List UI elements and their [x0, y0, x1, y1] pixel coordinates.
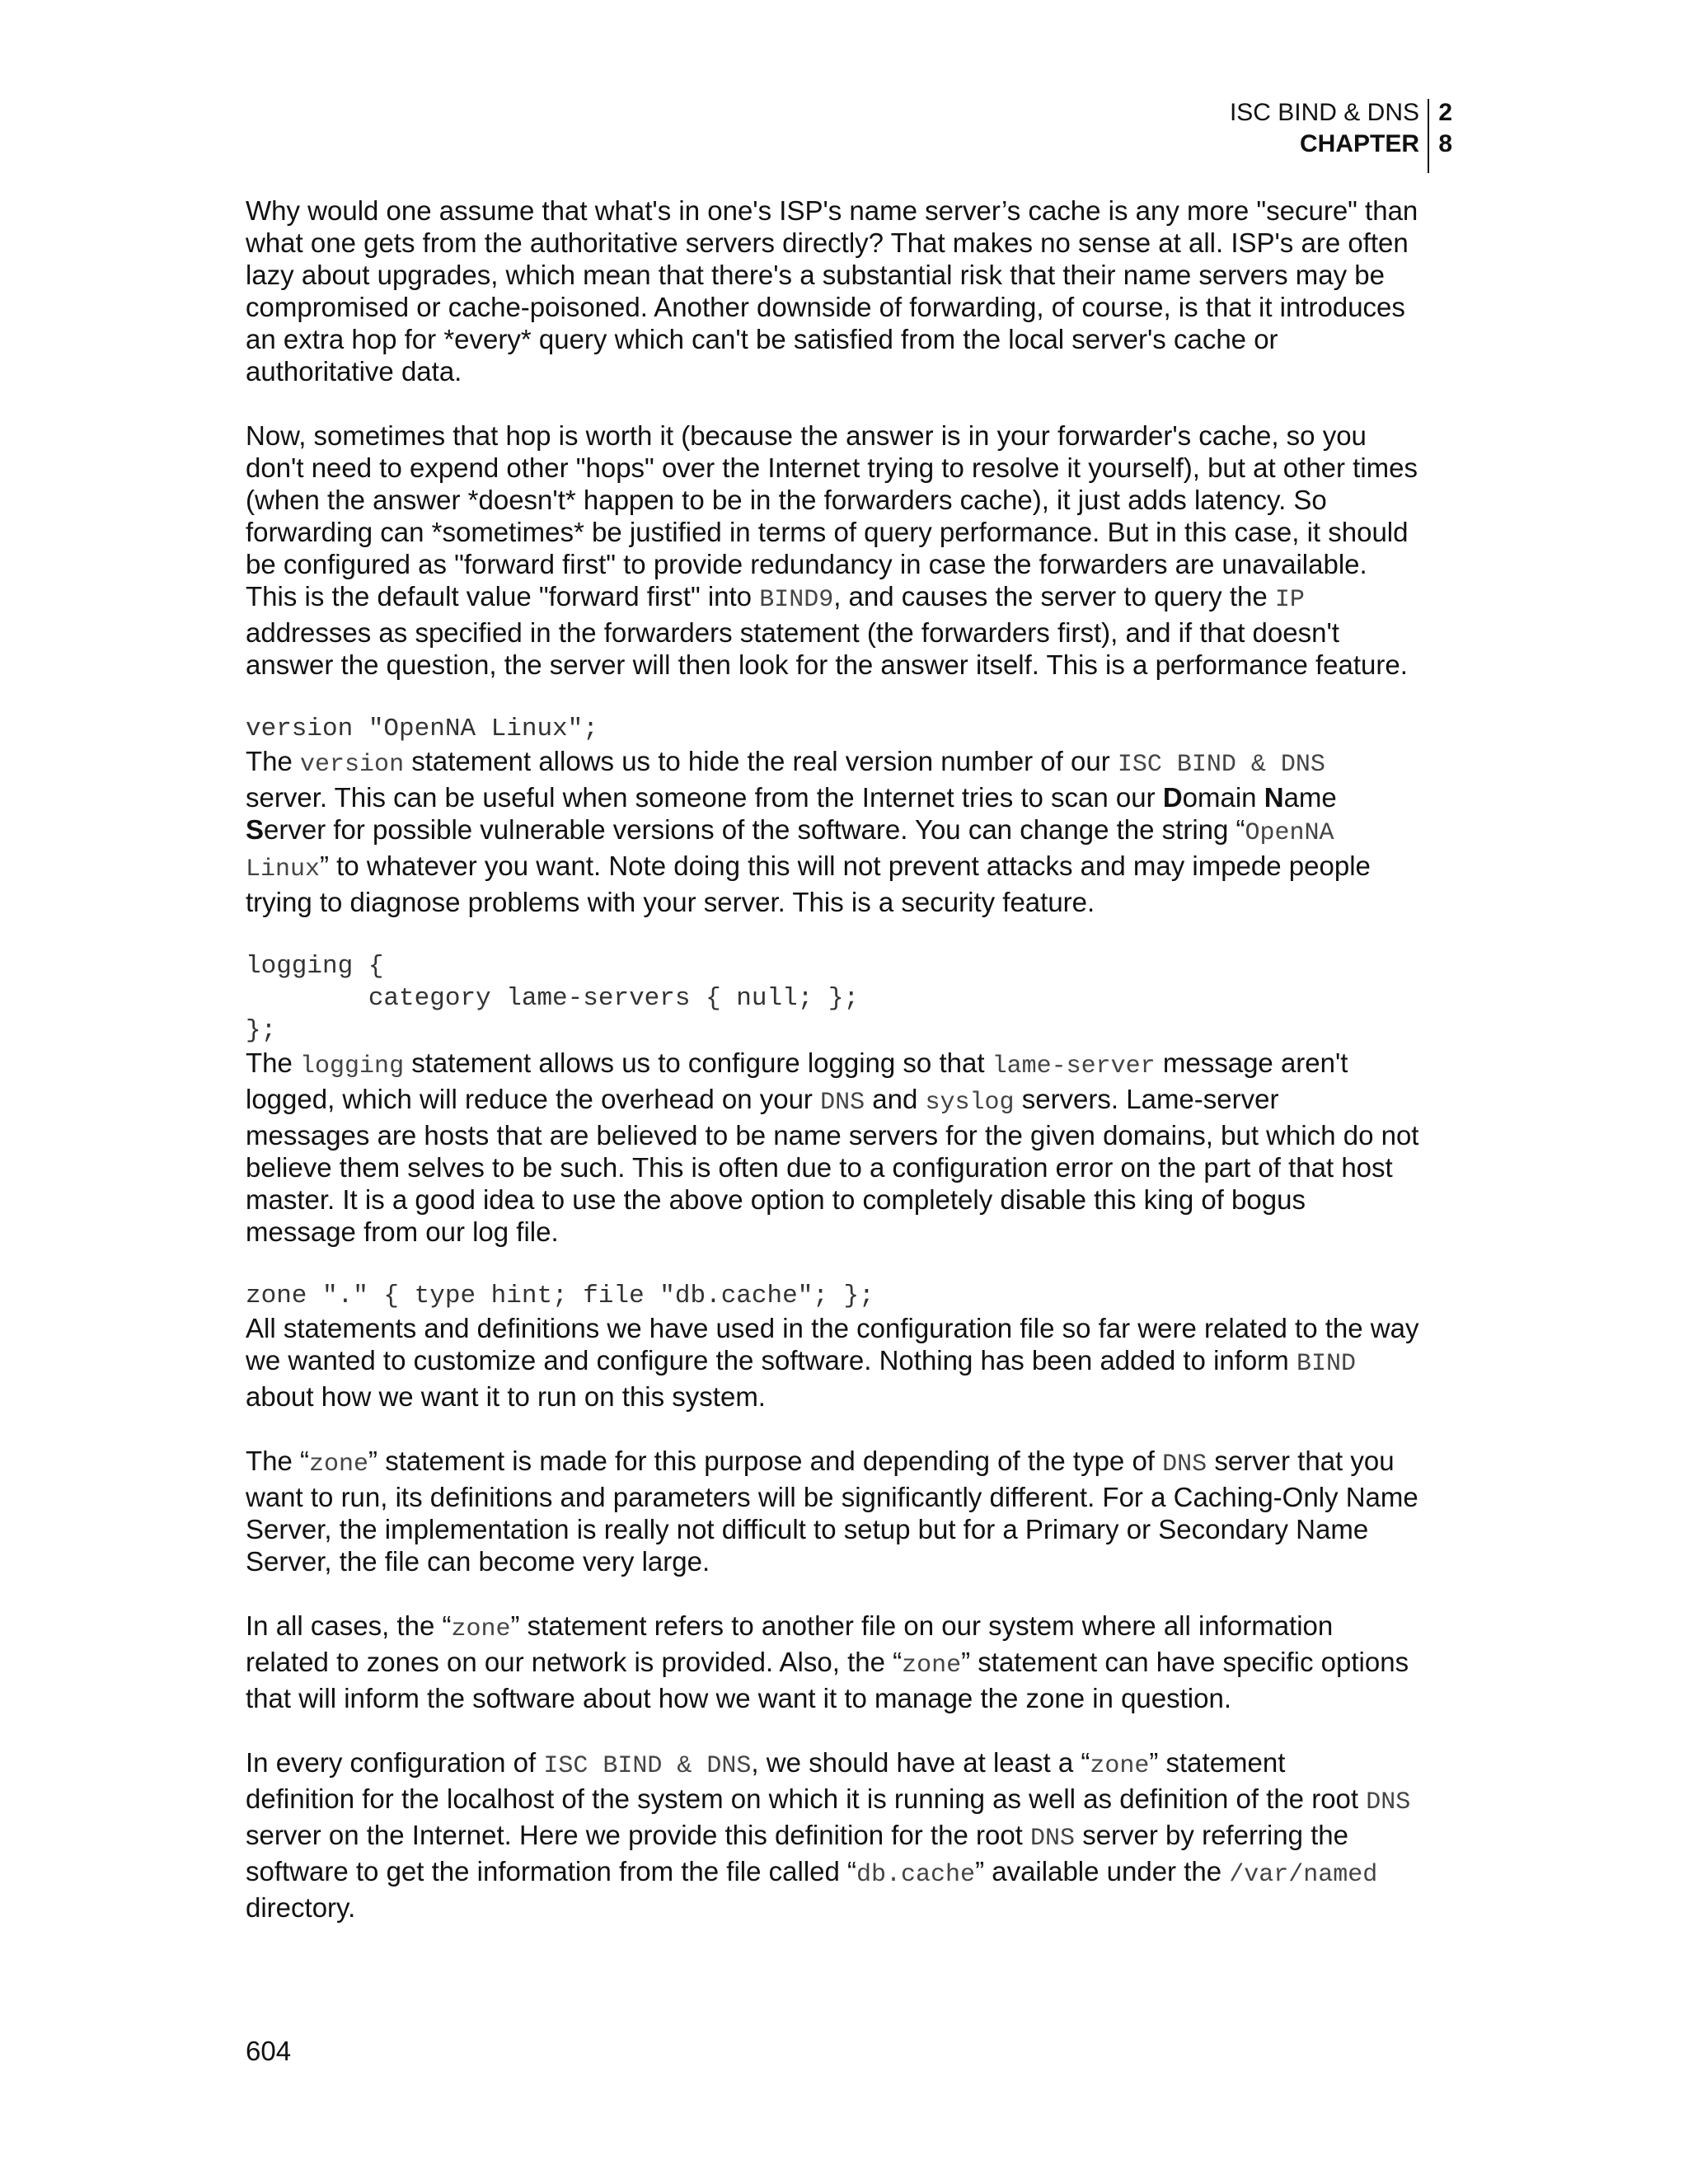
code-term: lame-server: [992, 1052, 1156, 1080]
text-line: messages are hosts that are believed to be name servers for the given domains, but which do not: [246, 1120, 1419, 1151]
code-term: zone: [309, 1451, 369, 1479]
code-version-statement: version "OpenNA Linux";: [246, 715, 598, 743]
header-title: ISC BIND & DNS: [1229, 99, 1419, 126]
text-run: server. This can be useful when someone from the Internet tries to scan our: [246, 782, 1163, 813]
code-term: OpenNA: [1245, 819, 1334, 847]
text-run: definition for the localhost of the system on which it is running as well as definition of the root: [246, 1783, 1367, 1814]
code-term: BIND9: [759, 586, 834, 614]
bold-letter: S: [246, 814, 265, 845]
code-logging-statement: logging { category lame-servers { null; }; };: [246, 952, 860, 1045]
text-line: addresses as specified in the forwarders statement (the forwarders first), and if that doesn't: [246, 617, 1339, 648]
code-term: DNS: [1030, 1825, 1076, 1853]
text-run: ame: [1283, 782, 1337, 813]
text-line: All statements and definitions we have used in the configuration file so far were related to the way: [246, 1313, 1419, 1343]
header-chapter-number: [1438, 97, 1452, 160]
text-line: lazy about upgrades, which mean that there's a substantial risk that their name servers may be: [246, 260, 1386, 290]
text-line: master. It is a good idea to use the above option to completely disable this king of bogus: [246, 1184, 1306, 1215]
code-term: ISC BIND & DNS: [1117, 751, 1325, 779]
paragraph-version: [246, 745, 1441, 918]
code-term: /var/named: [1229, 1861, 1378, 1889]
code-term: db.cache: [856, 1861, 976, 1889]
text-run: , and causes the server to query the: [833, 581, 1275, 612]
bold-letter: N: [1264, 782, 1284, 813]
text-line: want to run, its definitions and parameters will be significantly different. For a Caching-Only Name: [246, 1482, 1418, 1512]
code-term: zone: [1090, 1752, 1150, 1780]
code-term: Linux: [246, 855, 321, 883]
text-run: servers. Lame-server: [1014, 1084, 1279, 1114]
text-line: Server, the implementation is really not difficult to setup but for a Primary or Secondary Name: [246, 1514, 1369, 1544]
text-run: ” statement is made for this purpose and depending of the type of: [368, 1446, 1163, 1476]
text-run: , we should have at least a “: [751, 1747, 1090, 1778]
text-line: message from our log file.: [246, 1216, 559, 1247]
text-run: statement allows us to configure logging so that: [404, 1047, 992, 1078]
text-run: message aren't: [1155, 1047, 1348, 1078]
code-term: version: [300, 751, 405, 779]
code-term: DNS: [1162, 1451, 1207, 1479]
text-run: ” statement refers to another file on our system where all information: [510, 1610, 1334, 1641]
text-run: ” available under the: [975, 1856, 1230, 1886]
code-zone-statement: zone "." { type hint; file "db.cache"; };: [246, 1282, 874, 1310]
chapter-digit-1: 2: [1438, 99, 1452, 126]
text-run: The “: [246, 1446, 310, 1476]
code-term: BIND: [1296, 1350, 1356, 1378]
text-line: directory.: [246, 1892, 356, 1923]
text-line: forwarding can *sometimes* be justified in terms of query performance. But in this case, it should: [246, 517, 1409, 547]
text-line: what one gets from the authoritative servers directly? That makes no sense at all. ISP's are often: [246, 227, 1409, 258]
text-run: statement allows us to hide the real version number of our: [404, 746, 1118, 776]
code-term: ISC BIND & DNS: [543, 1752, 752, 1780]
text-run: In all cases, the “: [246, 1610, 452, 1641]
text-line: authoritative data.: [246, 356, 462, 387]
running-header: [1229, 97, 1452, 160]
text-run: server on the Internet. Here we provide this definition for the root: [246, 1820, 1031, 1850]
paragraph-statements: [246, 1312, 1441, 1413]
code-term: IP: [1274, 586, 1305, 614]
code-term: DNS: [820, 1089, 865, 1117]
code-term: zone: [902, 1652, 962, 1680]
text-run: server by referring the: [1075, 1820, 1348, 1850]
text-run: The: [246, 1047, 301, 1078]
text-run: related to zones on our network is provided. Also, the “: [246, 1647, 903, 1677]
text-line: believe them selves to be such. This is often due to a configuration error on the part of that host: [246, 1152, 1393, 1183]
text-line: don't need to expend other "hops" over the Internet trying to resolve it yourself), but at other times: [246, 452, 1418, 483]
text-run: erver for possible vulnerable versions of the software. You can change the string “: [264, 814, 1245, 845]
code-term: syslog: [925, 1089, 1015, 1117]
text-line: Server, the file can become very large.: [246, 1546, 710, 1577]
text-line: answer the question, the server will then look for the answer itself. This is a performance feature.: [246, 649, 1408, 680]
text-run: software to get the information from the file called “: [246, 1856, 857, 1886]
paragraph-forward-first: [246, 419, 1441, 681]
code-term: logging: [300, 1052, 405, 1080]
text-run: omain: [1182, 782, 1264, 813]
text-line: trying to diagnose problems with your server. This is a security feature.: [246, 887, 1095, 917]
text-line: that will inform the software about how we want it to manage the zone in question.: [246, 1683, 1232, 1713]
paragraph-isp-cache: [246, 194, 1441, 387]
page-number: 604: [246, 2036, 292, 2066]
paragraph-root-dns: [246, 1746, 1441, 1924]
paragraph-zone-purpose: [246, 1445, 1441, 1577]
header-chapter-label: CHAPTER: [1299, 130, 1419, 157]
text-run: ” statement: [1149, 1747, 1286, 1778]
text-line: compromised or cache-poisoned. Another downside of forwarding, of course, is that it introduces: [246, 292, 1405, 322]
text-run: logged, which will reduce the overhead on your: [246, 1084, 821, 1114]
code-term: DNS: [1366, 1788, 1411, 1816]
text-run: server that you: [1207, 1446, 1395, 1476]
code-term: zone: [451, 1615, 511, 1643]
text-run: and: [865, 1084, 926, 1114]
text-line: (when the answer *doesn't* happen to be in the forwarders cache), it just adds latency. So: [246, 485, 1327, 515]
text-line: Now, sometimes that hop is worth it (because the answer is in your forwarder's cache, so you: [246, 420, 1367, 451]
text-run: In every configuration of: [246, 1747, 544, 1778]
text-line: an extra hop for *every* query which can't be satisfied from the local server's cache or: [246, 324, 1278, 354]
text-run: ” statement can have specific options: [961, 1647, 1409, 1677]
text-run: ” to whatever you want. Note doing this will not prevent attacks and may impede people: [320, 851, 1371, 881]
text-line: Why would one assume that what's in one's ISP's name server’s cache is any more "secure" than: [246, 195, 1418, 226]
chapter-digit-2: 8: [1438, 130, 1452, 157]
text-run: The: [246, 746, 301, 776]
text-run: This is the default value "forward first" into: [246, 581, 760, 612]
header-divider: [1428, 99, 1429, 173]
page-body: [246, 194, 1441, 1956]
paragraph-logging: [246, 1047, 1441, 1248]
paragraph-zone-file: [246, 1610, 1441, 1714]
text-line: be configured as "forward first" to provide redundancy in case the forwarders are unavailable.: [246, 549, 1367, 579]
bold-letter: D: [1162, 782, 1183, 813]
text-line: about how we want it to run on this system.: [246, 1381, 766, 1412]
text-run: we wanted to customize and configure the software. Nothing has been added to inform: [246, 1345, 1296, 1376]
